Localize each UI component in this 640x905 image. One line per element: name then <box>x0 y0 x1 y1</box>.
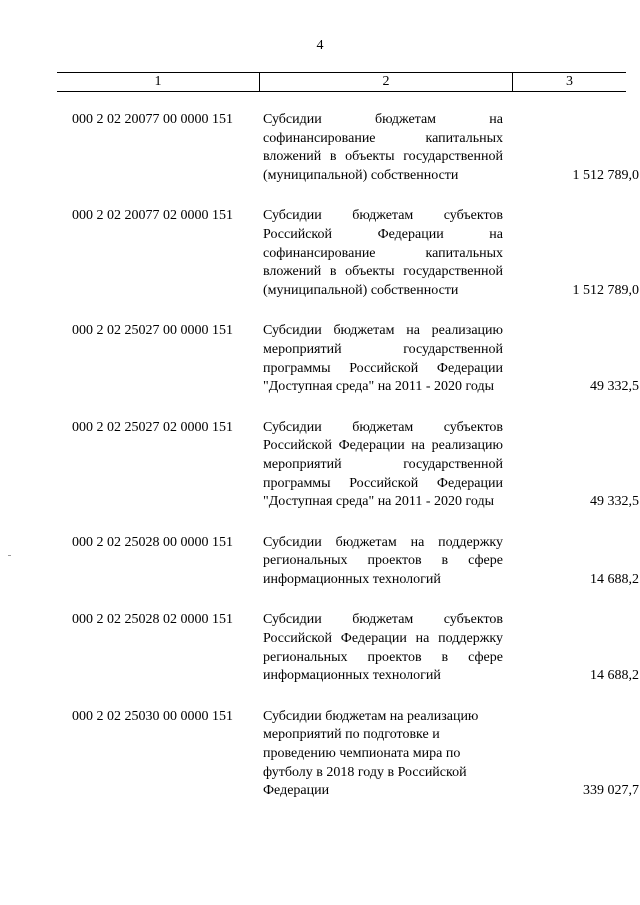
table-body <box>0 111 640 823</box>
row-value <box>503 419 639 512</box>
row-code: 000 2 02 25028 00 0000 151 <box>72 534 233 550</box>
row-description: Субсидии бюджетам субъектов Российской Федерации на софинансирование капитальных вложений в объекты государственной (муниципальной) собственности <box>263 208 503 298</box>
row-value <box>503 611 639 685</box>
row-value <box>503 322 639 396</box>
row-value <box>503 534 639 590</box>
header-col-2: 2 <box>260 73 513 91</box>
table-header <box>57 72 626 92</box>
row-value-text: 1 512 789,0 <box>572 282 639 298</box>
row-description: Субсидии бюджетам субъектов Российской Федерации на реализацию мероприятий государственной программы Российской Федерации "Доступная среда" на 2011 - 2020 годы <box>263 419 503 510</box>
row-code: 000 2 02 25030 00 0000 151 <box>72 708 233 724</box>
row-code: 000 2 02 25028 02 0000 151 <box>72 612 233 628</box>
row-value-text: 1 512 789,0 <box>572 167 639 183</box>
row-value-text: 14 688,2 <box>590 571 639 587</box>
row-description: Субсидии бюджетам на реализацию мероприятий по подготовке и проведению чемпионата мира по футболу в 2018 году в Российской Федерации <box>263 708 479 799</box>
row-value-text: 49 332,5 <box>590 379 639 395</box>
row-code: 000 2 02 25027 02 0000 151 <box>72 419 233 435</box>
header-col-3: 3 <box>566 74 573 89</box>
row-description: Субсидии бюджетам на софинансирование капитальных вложений в объекты государственной (муниципальной) собственности <box>263 112 503 183</box>
row-description: Субсидии бюджетам на реализацию мероприятий государственной программы Российской Федерации "Доступная среда" на 2011 - 2020 годы <box>263 323 503 395</box>
row-value-text: 14 688,2 <box>590 668 639 684</box>
row-code: 000 2 02 20077 02 0000 151 <box>72 208 233 224</box>
row-description: Субсидии бюджетам субъектов Российской Федерации на поддержку региональных проектов в сфере информационных технологий <box>263 612 503 684</box>
row-value-text: 339 027,7 <box>583 783 639 799</box>
row-value-text: 49 332,5 <box>590 494 639 510</box>
row-value <box>503 111 639 185</box>
table-row <box>0 207 640 300</box>
table-row <box>0 534 640 590</box>
table-row <box>0 611 640 685</box>
row-description: Субсидии бюджетам на поддержку региональных проектов в сфере информационных технологий <box>263 534 503 587</box>
row-code: 000 2 02 20077 00 0000 151 <box>72 112 233 127</box>
row-value <box>503 708 639 801</box>
table-row <box>0 322 640 396</box>
table-row <box>0 708 640 801</box>
header-col-1: 1 <box>57 73 260 91</box>
page-number: 4 <box>316 38 324 53</box>
table-row <box>0 111 640 185</box>
table-row <box>0 419 640 512</box>
row-code: 000 2 02 25027 00 0000 151 <box>72 323 233 339</box>
row-value <box>503 207 639 300</box>
